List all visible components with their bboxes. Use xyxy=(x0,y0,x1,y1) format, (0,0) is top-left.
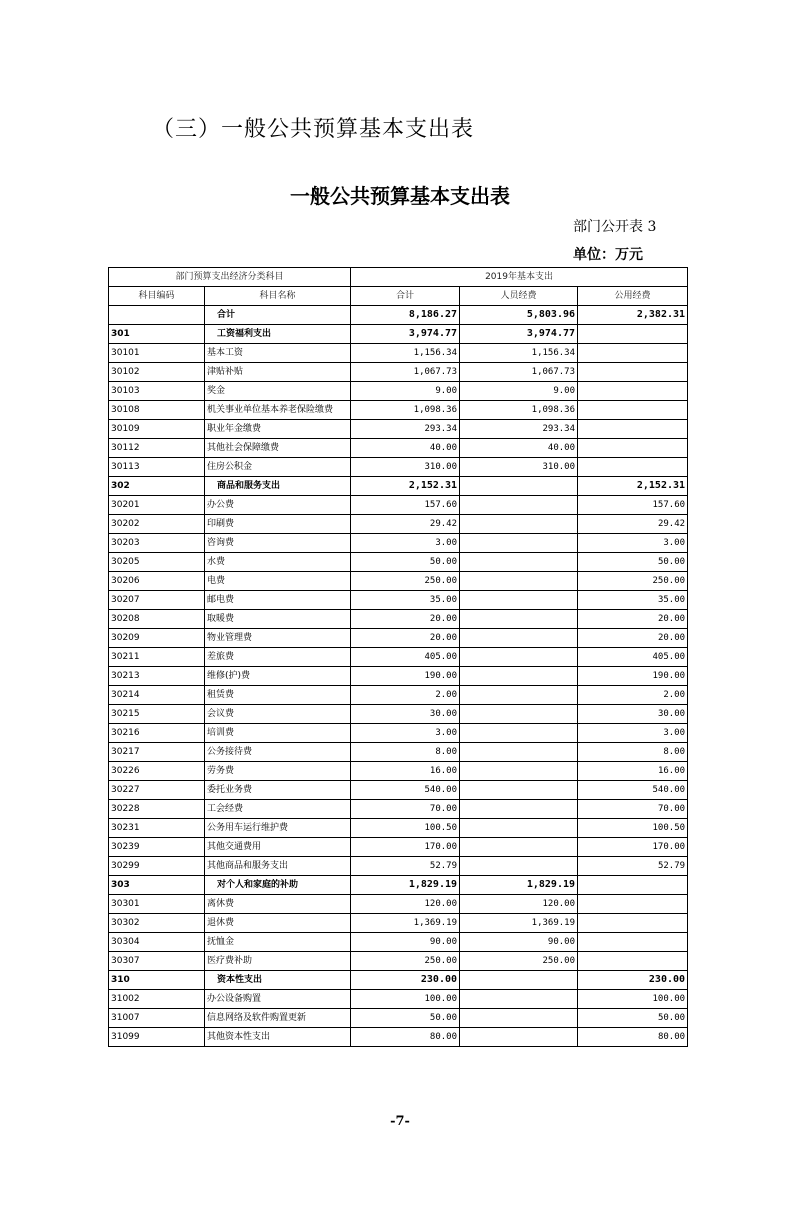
table-row xyxy=(109,1028,688,1047)
cell-public: 540.00 xyxy=(578,781,688,800)
table-row xyxy=(109,534,688,553)
cell-name: 商品和服务支出 xyxy=(205,477,351,496)
header-code: 科目编码 xyxy=(109,287,205,306)
cell-code: 302 xyxy=(109,477,205,496)
cell-total: 100.50 xyxy=(351,819,460,838)
cell-public: 405.00 xyxy=(578,648,688,667)
cell-personnel xyxy=(460,819,578,838)
cell-name: 机关事业单位基本养老保险缴费 xyxy=(205,401,351,420)
cell-code: 30201 xyxy=(109,496,205,515)
table-row xyxy=(109,306,688,325)
cell-personnel: 1,067.73 xyxy=(460,363,578,382)
cell-public: 20.00 xyxy=(578,629,688,648)
cell-public xyxy=(578,401,688,420)
cell-name: 劳务费 xyxy=(205,762,351,781)
cell-public: 3.00 xyxy=(578,724,688,743)
table-row xyxy=(109,382,688,401)
cell-code: 30307 xyxy=(109,952,205,971)
table-row xyxy=(109,401,688,420)
cell-name: 公务接待费 xyxy=(205,743,351,762)
cell-code: 30226 xyxy=(109,762,205,781)
cell-personnel xyxy=(460,534,578,553)
cell-name: 咨询费 xyxy=(205,534,351,553)
cell-name: 离休费 xyxy=(205,895,351,914)
cell-name: 办公设备购置 xyxy=(205,990,351,1009)
page-number: -7- xyxy=(390,1114,410,1129)
cell-code: 30216 xyxy=(109,724,205,743)
table-row xyxy=(109,325,688,344)
cell-personnel xyxy=(460,838,578,857)
cell-personnel: 293.34 xyxy=(460,420,578,439)
table-row xyxy=(109,515,688,534)
cell-public xyxy=(578,325,688,344)
cell-code: 30302 xyxy=(109,914,205,933)
cell-total: 120.00 xyxy=(351,895,460,914)
cell-public xyxy=(578,363,688,382)
cell-total: 405.00 xyxy=(351,648,460,667)
cell-code: 301 xyxy=(109,325,205,344)
cell-code: 31099 xyxy=(109,1028,205,1047)
table-row xyxy=(109,610,688,629)
section-heading: （三）一般公共预算基本支出表 xyxy=(152,117,475,142)
cell-name: 其他交通费用 xyxy=(205,838,351,857)
cell-public: 16.00 xyxy=(578,762,688,781)
cell-code: 30205 xyxy=(109,553,205,572)
cell-code: 30207 xyxy=(109,591,205,610)
cell-total: 50.00 xyxy=(351,553,460,572)
table-code: 部门公开表 3 xyxy=(573,219,657,235)
cell-public: 100.00 xyxy=(578,990,688,1009)
cell-public: 20.00 xyxy=(578,610,688,629)
cell-public xyxy=(578,933,688,952)
cell-code: 30301 xyxy=(109,895,205,914)
cell-code: 30213 xyxy=(109,667,205,686)
table-row xyxy=(109,344,688,363)
cell-total: 540.00 xyxy=(351,781,460,800)
cell-public xyxy=(578,914,688,933)
cell-public xyxy=(578,952,688,971)
table-row xyxy=(109,895,688,914)
cell-personnel xyxy=(460,477,578,496)
table-row xyxy=(109,933,688,952)
cell-code: 30108 xyxy=(109,401,205,420)
table-row xyxy=(109,781,688,800)
cell-total: 2,152.31 xyxy=(351,477,460,496)
cell-code: 310 xyxy=(109,971,205,990)
cell-code: 303 xyxy=(109,876,205,895)
cell-total: 250.00 xyxy=(351,572,460,591)
cell-code: 30217 xyxy=(109,743,205,762)
cell-code: 30209 xyxy=(109,629,205,648)
cell-total: 310.00 xyxy=(351,458,460,477)
header-name: 科目名称 xyxy=(205,287,351,306)
header-total: 合计 xyxy=(351,287,460,306)
cell-total: 190.00 xyxy=(351,667,460,686)
cell-public xyxy=(578,458,688,477)
cell-name: 差旅费 xyxy=(205,648,351,667)
cell-public: 70.00 xyxy=(578,800,688,819)
cell-code: 30206 xyxy=(109,572,205,591)
cell-name: 工会经费 xyxy=(205,800,351,819)
cell-personnel xyxy=(460,743,578,762)
expenditure-table xyxy=(108,267,688,1047)
table-row xyxy=(109,990,688,1009)
cell-public: 35.00 xyxy=(578,591,688,610)
cell-name: 邮电费 xyxy=(205,591,351,610)
cell-public: 8.00 xyxy=(578,743,688,762)
cell-public: 50.00 xyxy=(578,1009,688,1028)
cell-personnel xyxy=(460,553,578,572)
cell-code: 30202 xyxy=(109,515,205,534)
cell-personnel xyxy=(460,667,578,686)
cell-name: 水费 xyxy=(205,553,351,572)
cell-personnel: 250.00 xyxy=(460,952,578,971)
cell-code: 30109 xyxy=(109,420,205,439)
cell-name: 医疗费补助 xyxy=(205,952,351,971)
cell-public: 50.00 xyxy=(578,553,688,572)
cell-code: 30208 xyxy=(109,610,205,629)
header-group-left: 部门预算支出经济分类科目 xyxy=(109,268,351,287)
cell-total: 8,186.27 xyxy=(351,306,460,325)
cell-personnel xyxy=(460,496,578,515)
table-row xyxy=(109,838,688,857)
cell-personnel: 1,829.19 xyxy=(460,876,578,895)
cell-total: 90.00 xyxy=(351,933,460,952)
header-group-right: 2019年基本支出 xyxy=(351,268,688,287)
table-row xyxy=(109,439,688,458)
cell-name: 维修(护)费 xyxy=(205,667,351,686)
cell-code: 31007 xyxy=(109,1009,205,1028)
cell-personnel xyxy=(460,686,578,705)
cell-personnel xyxy=(460,857,578,876)
cell-public xyxy=(578,382,688,401)
cell-total: 157.60 xyxy=(351,496,460,515)
table-row xyxy=(109,363,688,382)
cell-public xyxy=(578,895,688,914)
table-row xyxy=(109,857,688,876)
cell-total: 230.00 xyxy=(351,971,460,990)
cell-personnel xyxy=(460,1009,578,1028)
cell-personnel xyxy=(460,610,578,629)
cell-personnel: 310.00 xyxy=(460,458,578,477)
cell-total: 3.00 xyxy=(351,724,460,743)
header-public: 公用经费 xyxy=(578,287,688,306)
cell-name: 信息网络及软件购置更新 xyxy=(205,1009,351,1028)
cell-personnel xyxy=(460,648,578,667)
cell-name: 公务用车运行维护费 xyxy=(205,819,351,838)
table-row xyxy=(109,705,688,724)
cell-total: 40.00 xyxy=(351,439,460,458)
table-row xyxy=(109,762,688,781)
cell-name: 会议费 xyxy=(205,705,351,724)
table-row xyxy=(109,686,688,705)
cell-public: 190.00 xyxy=(578,667,688,686)
table-row xyxy=(109,667,688,686)
cell-name: 其他资本性支出 xyxy=(205,1028,351,1047)
cell-code: 30304 xyxy=(109,933,205,952)
cell-name: 取暖费 xyxy=(205,610,351,629)
table-row xyxy=(109,648,688,667)
cell-personnel xyxy=(460,572,578,591)
cell-code: 30239 xyxy=(109,838,205,857)
cell-public xyxy=(578,344,688,363)
cell-total: 170.00 xyxy=(351,838,460,857)
cell-personnel xyxy=(460,705,578,724)
cell-name: 抚恤金 xyxy=(205,933,351,952)
cell-public xyxy=(578,876,688,895)
cell-public: 2,382.31 xyxy=(578,306,688,325)
cell-public: 29.42 xyxy=(578,515,688,534)
cell-personnel: 120.00 xyxy=(460,895,578,914)
cell-name: 办公费 xyxy=(205,496,351,515)
cell-code: 30101 xyxy=(109,344,205,363)
table-title: 一般公共预算基本支出表 xyxy=(290,184,510,208)
cell-code xyxy=(109,306,205,325)
cell-code: 30103 xyxy=(109,382,205,401)
cell-total: 30.00 xyxy=(351,705,460,724)
cell-public xyxy=(578,439,688,458)
cell-personnel: 90.00 xyxy=(460,933,578,952)
cell-name: 其他社会保障缴费 xyxy=(205,439,351,458)
cell-public: 80.00 xyxy=(578,1028,688,1047)
cell-total: 1,369.19 xyxy=(351,914,460,933)
table-row xyxy=(109,800,688,819)
cell-public: 52.79 xyxy=(578,857,688,876)
cell-personnel xyxy=(460,1028,578,1047)
cell-code: 30228 xyxy=(109,800,205,819)
cell-total: 16.00 xyxy=(351,762,460,781)
cell-total: 3,974.77 xyxy=(351,325,460,344)
cell-total: 8.00 xyxy=(351,743,460,762)
table-row xyxy=(109,591,688,610)
cell-code: 30112 xyxy=(109,439,205,458)
cell-total: 50.00 xyxy=(351,1009,460,1028)
cell-personnel xyxy=(460,971,578,990)
table-row xyxy=(109,553,688,572)
cell-name: 工资福利支出 xyxy=(205,325,351,344)
table-row xyxy=(109,952,688,971)
cell-public: 3.00 xyxy=(578,534,688,553)
table-body xyxy=(109,306,688,1047)
cell-name: 津贴补贴 xyxy=(205,363,351,382)
cell-personnel: 1,098.36 xyxy=(460,401,578,420)
cell-name: 印刷费 xyxy=(205,515,351,534)
cell-name: 退休费 xyxy=(205,914,351,933)
cell-public: 100.50 xyxy=(578,819,688,838)
cell-total: 250.00 xyxy=(351,952,460,971)
cell-code: 30231 xyxy=(109,819,205,838)
table-row xyxy=(109,819,688,838)
cell-personnel xyxy=(460,629,578,648)
cell-code: 31002 xyxy=(109,990,205,1009)
cell-name: 住房公积金 xyxy=(205,458,351,477)
table-row xyxy=(109,420,688,439)
cell-personnel xyxy=(460,781,578,800)
cell-public: 2,152.31 xyxy=(578,477,688,496)
table-row xyxy=(109,477,688,496)
cell-personnel: 40.00 xyxy=(460,439,578,458)
unit-label: 单位：万元 xyxy=(573,247,643,263)
cell-name: 电费 xyxy=(205,572,351,591)
cell-code: 30299 xyxy=(109,857,205,876)
header-personnel: 人员经费 xyxy=(460,287,578,306)
header-row-group xyxy=(109,268,688,287)
cell-personnel xyxy=(460,515,578,534)
table-row xyxy=(109,743,688,762)
table-row xyxy=(109,629,688,648)
cell-code: 30215 xyxy=(109,705,205,724)
cell-total: 29.42 xyxy=(351,515,460,534)
table-row xyxy=(109,496,688,515)
cell-code: 30227 xyxy=(109,781,205,800)
cell-name: 租赁费 xyxy=(205,686,351,705)
cell-name: 其他商品和服务支出 xyxy=(205,857,351,876)
cell-total: 35.00 xyxy=(351,591,460,610)
cell-personnel: 1,156.34 xyxy=(460,344,578,363)
cell-personnel: 3,974.77 xyxy=(460,325,578,344)
cell-name: 合计 xyxy=(205,306,351,325)
cell-total: 1,156.34 xyxy=(351,344,460,363)
cell-personnel xyxy=(460,762,578,781)
cell-personnel xyxy=(460,990,578,1009)
cell-code: 30113 xyxy=(109,458,205,477)
cell-public: 157.60 xyxy=(578,496,688,515)
table-row xyxy=(109,876,688,895)
cell-code: 30211 xyxy=(109,648,205,667)
table-row xyxy=(109,1009,688,1028)
cell-public: 250.00 xyxy=(578,572,688,591)
cell-total: 100.00 xyxy=(351,990,460,1009)
cell-code: 30214 xyxy=(109,686,205,705)
cell-personnel xyxy=(460,591,578,610)
cell-public: 2.00 xyxy=(578,686,688,705)
cell-total: 70.00 xyxy=(351,800,460,819)
table-row xyxy=(109,914,688,933)
cell-name: 职业年金缴费 xyxy=(205,420,351,439)
cell-total: 80.00 xyxy=(351,1028,460,1047)
cell-name: 物业管理费 xyxy=(205,629,351,648)
table-row xyxy=(109,724,688,743)
cell-personnel xyxy=(460,724,578,743)
cell-total: 2.00 xyxy=(351,686,460,705)
cell-public: 30.00 xyxy=(578,705,688,724)
cell-public: 170.00 xyxy=(578,838,688,857)
cell-name: 委托业务费 xyxy=(205,781,351,800)
cell-name: 奖金 xyxy=(205,382,351,401)
cell-personnel xyxy=(460,800,578,819)
cell-total: 20.00 xyxy=(351,629,460,648)
table-row xyxy=(109,458,688,477)
cell-name: 基本工资 xyxy=(205,344,351,363)
cell-personnel: 1,369.19 xyxy=(460,914,578,933)
cell-total: 52.79 xyxy=(351,857,460,876)
table-row xyxy=(109,572,688,591)
cell-total: 9.00 xyxy=(351,382,460,401)
cell-total: 20.00 xyxy=(351,610,460,629)
cell-name: 资本性支出 xyxy=(205,971,351,990)
cell-total: 1,067.73 xyxy=(351,363,460,382)
cell-personnel: 5,803.96 xyxy=(460,306,578,325)
cell-total: 293.34 xyxy=(351,420,460,439)
cell-total: 1,829.19 xyxy=(351,876,460,895)
cell-total: 1,098.36 xyxy=(351,401,460,420)
cell-name: 培训费 xyxy=(205,724,351,743)
cell-total: 3.00 xyxy=(351,534,460,553)
header-row-columns xyxy=(109,287,688,306)
cell-name: 对个人和家庭的补助 xyxy=(205,876,351,895)
cell-code: 30203 xyxy=(109,534,205,553)
cell-personnel: 9.00 xyxy=(460,382,578,401)
table-row xyxy=(109,971,688,990)
cell-public: 230.00 xyxy=(578,971,688,990)
cell-public xyxy=(578,420,688,439)
cell-code: 30102 xyxy=(109,363,205,382)
